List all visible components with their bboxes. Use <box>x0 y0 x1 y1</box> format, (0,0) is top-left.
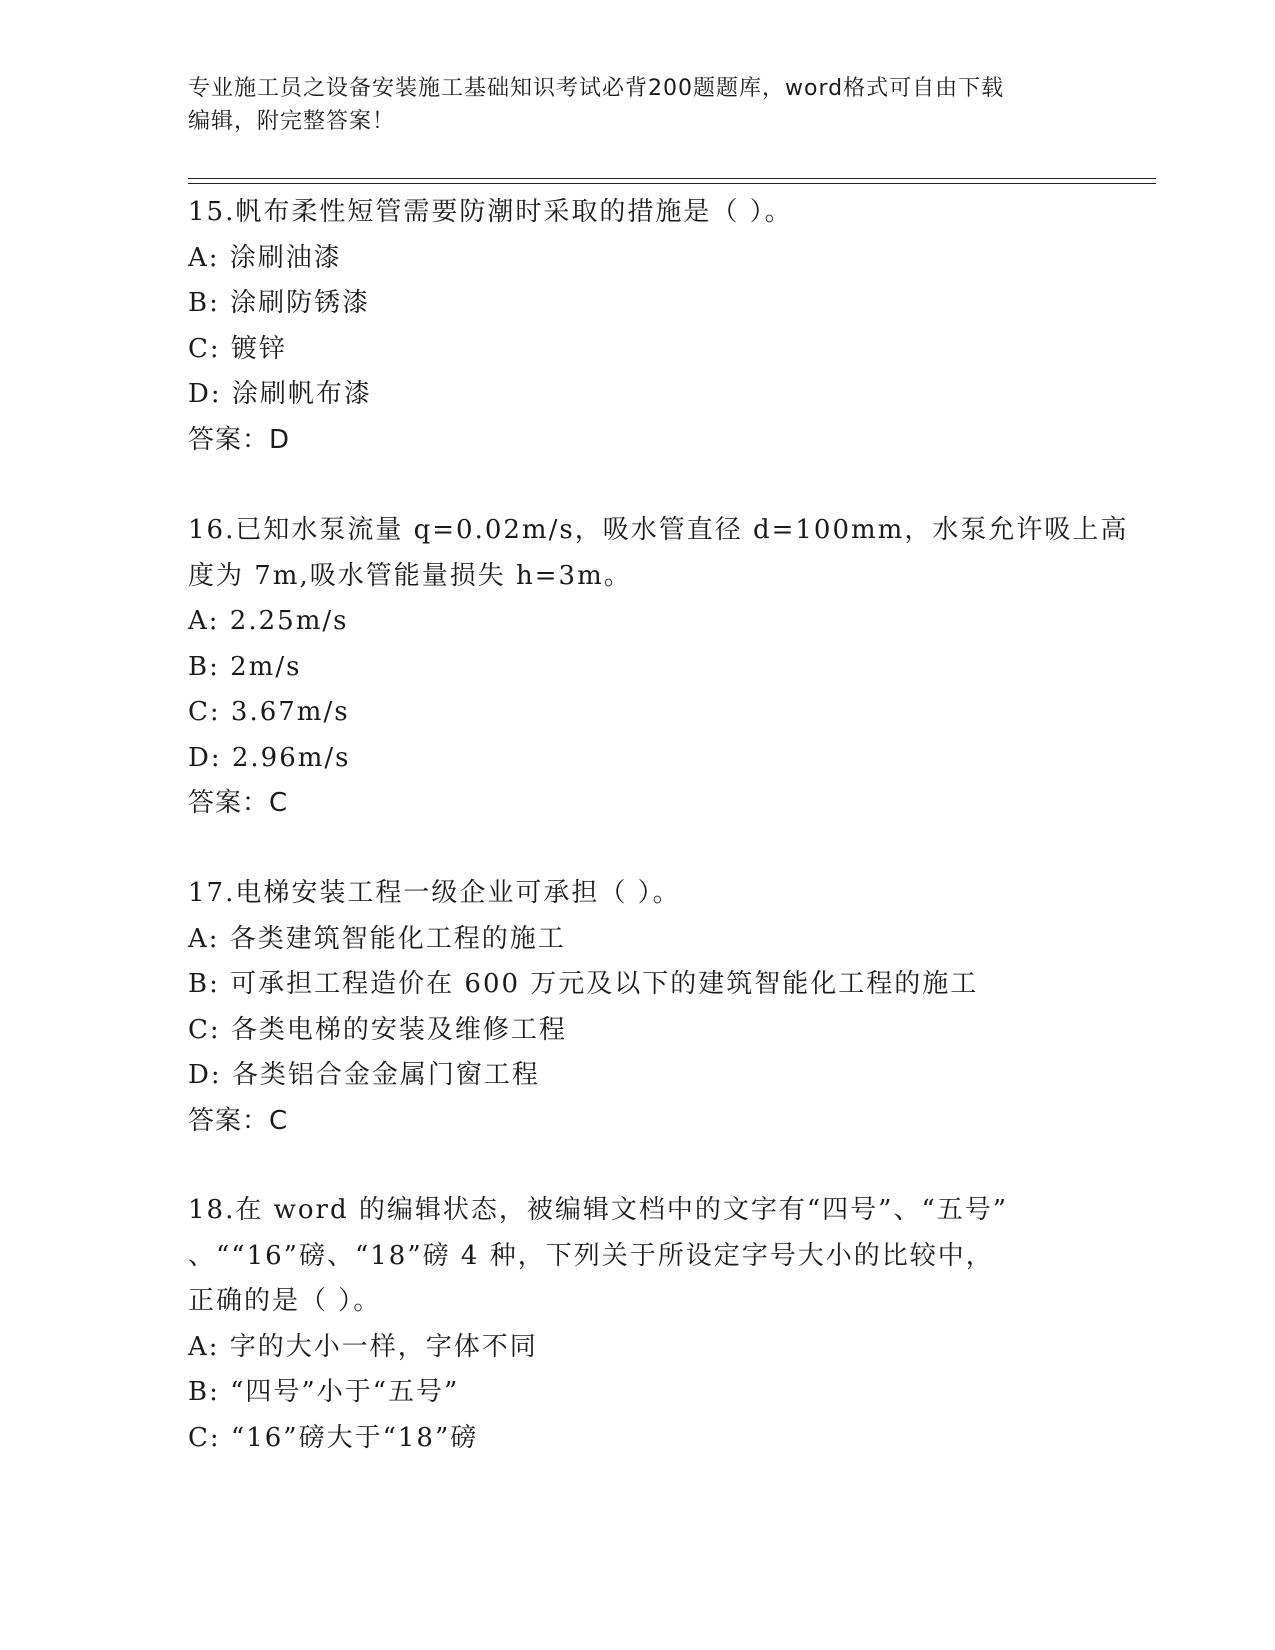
option-c: C: “16”磅大于“18”磅 <box>188 1422 479 1453</box>
question-stem-line-3: 正确的是（ ）。 <box>188 1286 382 1316</box>
answer-label: 答案：C <box>188 1105 289 1136</box>
option-d: D: 各类铝合金金属门窗工程 <box>188 1060 540 1090</box>
option-b: B: 可承担工程造价在 600 万元及以下的建筑智能化工程的施工 <box>188 969 979 999</box>
document-header <box>188 72 1088 138</box>
option-b: B: “四号”小于“五号” <box>188 1377 460 1407</box>
option-a: A: 涂刷油漆 <box>188 242 342 273</box>
header-divider-top <box>188 178 1156 179</box>
question-stem-line-2: 度为 7m,吸水管能量损失 h=3m。 <box>188 560 632 591</box>
question-17 <box>188 871 1088 1144</box>
answer-label: 答案：C <box>188 788 289 818</box>
option-a: A: 字的大小一样，字体不同 <box>188 1331 538 1362</box>
option-b: B: 2m/s <box>188 651 302 682</box>
header-title-line-2: 编辑，附完整答案！ <box>188 109 396 134</box>
question-stem: 17.电梯安装工程一级企业可承担（ ）。 <box>188 878 681 908</box>
question-stem-line-1: 16.已知水泵流量 q=0.02m/s，吸水管直径 d=100mm，水泵允许吸上高 <box>188 515 1129 545</box>
question-stem-line-2: 、““16”磅、“18”磅 4 种，下列关于所设定字号大小的比较中， <box>188 1240 994 1271</box>
option-c: C: 3.67m/s <box>188 697 350 727</box>
option-a: A: 各类建筑智能化工程的施工 <box>188 923 566 954</box>
option-c: C: 各类电梯的安装及维修工程 <box>188 1014 567 1045</box>
option-b: B: 涂刷防锈漆 <box>188 288 371 318</box>
question-15 <box>188 190 1088 463</box>
answer-label: 答案：D <box>188 424 291 455</box>
question-stem-line-1: 18.在 word 的编辑状态，被编辑文档中的文字有“四号”、“五号” <box>188 1195 1009 1225</box>
header-title-line-1: 专业施工员之设备安装施工基础知识考试必背200题题库，word格式可自由下载 <box>188 76 1005 101</box>
option-d: D: 涂刷帆布漆 <box>188 379 372 409</box>
header-divider-bottom <box>188 183 1156 184</box>
option-a: A: 2.25m/s <box>188 606 349 636</box>
question-18 <box>188 1188 1088 1461</box>
question-16 <box>188 508 1129 827</box>
question-stem: 15.帆布柔性短管需要防潮时采取的措施是（ ）。 <box>188 197 793 227</box>
option-c: C: 镀锌 <box>188 333 287 364</box>
option-d: D: 2.96m/s <box>188 742 351 773</box>
